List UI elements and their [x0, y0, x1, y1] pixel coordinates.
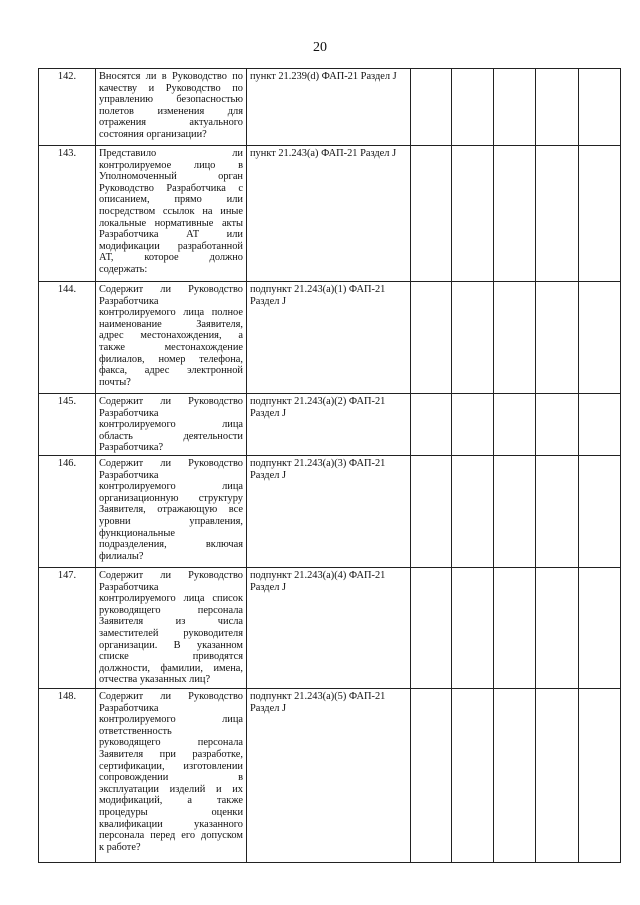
question-line: к работе? — [99, 841, 141, 853]
question-line: состояния организации? — [99, 128, 207, 140]
question-cell — [96, 282, 247, 394]
reference-cell: подпункт 21.243(а)(3) ФАП-21 Раздел J — [247, 456, 411, 568]
question-line: Разработчика АТ или — [99, 229, 243, 241]
answer-cell[interactable] — [494, 146, 536, 282]
question-line: руководящего персонала — [99, 737, 243, 749]
question-line: Содержит ли Руководство — [99, 458, 243, 469]
question-line: модификаций, а также — [99, 795, 243, 807]
question-line: наименование Заявителя, — [99, 318, 243, 330]
question-line: подразделения, включая — [99, 539, 243, 551]
answer-cell[interactable] — [411, 69, 452, 146]
question-line: списке приводятся — [99, 651, 243, 663]
question-line: филиалы? — [99, 550, 144, 562]
answer-cell[interactable] — [494, 568, 536, 689]
question-line: сопровождении в — [99, 772, 243, 784]
question-line: контролируемого лица — [99, 481, 243, 493]
answer-cell[interactable] — [536, 456, 579, 568]
question-line: контролируемого лица список — [99, 593, 243, 605]
question-line: качеству и Руководство по — [99, 82, 243, 94]
question-line: Заявителя при разработке, — [99, 748, 243, 760]
question-cell — [96, 689, 247, 863]
question-line: Содержит ли Руководство — [99, 570, 243, 581]
question-line: Уполномоченный орган — [99, 171, 243, 183]
question-line: ответственность — [99, 725, 172, 737]
reference-cell: подпункт 21.243(а)(5) ФАП-21 Раздел J — [247, 689, 411, 863]
answer-cell[interactable] — [494, 282, 536, 394]
question-line: контролируемого лица — [99, 714, 243, 726]
question-line: Содержит ли Руководство — [99, 284, 243, 295]
question-line: почты? — [99, 376, 131, 388]
reference-cell: пункт 21.239(d) ФАП-21 Раздел J — [247, 69, 411, 146]
question-line: Разработчика — [99, 407, 159, 419]
question-line: квалификации указанного — [99, 818, 243, 830]
answer-cell[interactable] — [579, 568, 621, 689]
answer-cell[interactable] — [579, 69, 621, 146]
answer-cell[interactable] — [579, 689, 621, 863]
answer-cell[interactable] — [536, 69, 579, 146]
answer-cell[interactable] — [536, 146, 579, 282]
answer-cell[interactable] — [411, 568, 452, 689]
question-line: организационную структуру — [99, 492, 243, 504]
answer-cell[interactable] — [494, 69, 536, 146]
answer-cell[interactable] — [452, 394, 494, 456]
answer-cell[interactable] — [536, 394, 579, 456]
answer-cell[interactable] — [536, 568, 579, 689]
question-line: сертификации, изготовлении — [99, 760, 243, 772]
question-line: уровни управления, — [99, 515, 243, 527]
answer-cell[interactable] — [494, 456, 536, 568]
question-line: Руководство Разработчика с — [99, 182, 243, 194]
question-line: адрес местонахождения, а — [99, 330, 243, 342]
checklist-rows — [39, 69, 621, 863]
question-cell — [96, 69, 247, 146]
table-row — [39, 689, 621, 863]
question-line: Вносятся ли в Руководство по — [99, 71, 243, 82]
question-line: модификации разработанной — [99, 240, 243, 252]
table-row — [39, 146, 621, 282]
question-line: посредством ссылок на иные — [99, 205, 243, 217]
question-line: факса, адрес электронной — [99, 365, 243, 377]
question-line: Заявителя из числа — [99, 616, 243, 628]
question-line: контролируемое лицо в — [99, 159, 243, 171]
page-number: 20 — [313, 40, 327, 55]
answer-cell[interactable] — [411, 282, 452, 394]
question-line: филиалов, номер телефона, — [99, 353, 243, 365]
reference-cell: подпункт 21.243(а)(2) ФАП-21 Раздел J — [247, 394, 411, 456]
question-line: отражения актуального — [99, 117, 243, 129]
answer-cell[interactable] — [452, 568, 494, 689]
answer-cell[interactable] — [452, 689, 494, 863]
answer-cell[interactable] — [411, 394, 452, 456]
question-line: Разработчика? — [99, 442, 164, 454]
question-line: управлению безопасностью — [99, 94, 243, 106]
row-number: 146. — [39, 456, 96, 568]
answer-cell[interactable] — [411, 689, 452, 863]
question-line: также местонахождение — [99, 341, 243, 353]
question-cell — [96, 456, 247, 568]
reference-cell: подпункт 21.243(а)(4) ФАП-21 Раздел J — [247, 568, 411, 689]
answer-cell[interactable] — [411, 146, 452, 282]
reference-cell: пункт 21.243(а) ФАП-21 Раздел J — [247, 146, 411, 282]
question-cell — [96, 394, 247, 456]
question-line: функциональные — [99, 527, 175, 539]
table-row — [39, 568, 621, 689]
answer-cell[interactable] — [579, 146, 621, 282]
row-number: 147. — [39, 568, 96, 689]
answer-cell[interactable] — [536, 282, 579, 394]
question-line: АТ, которое должно — [99, 252, 243, 264]
answer-cell[interactable] — [452, 69, 494, 146]
row-number: 145. — [39, 394, 96, 456]
answer-cell[interactable] — [452, 146, 494, 282]
question-line: персонала перед его допуском — [99, 830, 243, 842]
question-line: Разработчика — [99, 702, 159, 714]
question-line: Содержит ли Руководство — [99, 691, 243, 702]
question-line: должности, фамилии, имена, — [99, 662, 243, 674]
question-line: Разработчика — [99, 469, 159, 481]
question-line: Разработчика — [99, 581, 159, 593]
question-line: организации. В указанном — [99, 639, 243, 651]
question-line: Представило ли — [99, 148, 243, 159]
answer-cell[interactable] — [452, 456, 494, 568]
question-line: Разработчика — [99, 295, 159, 307]
question-cell — [96, 146, 247, 282]
question-line: контролируемого лица полное — [99, 307, 243, 319]
row-number: 142. — [39, 69, 96, 146]
question-line: эксплуатации изделий и их — [99, 783, 243, 795]
checklist-table — [38, 68, 621, 863]
answer-cell[interactable] — [494, 394, 536, 456]
question-line: Содержит ли Руководство — [99, 396, 243, 407]
answer-cell[interactable] — [579, 282, 621, 394]
answer-cell[interactable] — [536, 689, 579, 863]
question-line: процедуры оценки — [99, 806, 243, 818]
answer-cell[interactable] — [579, 456, 621, 568]
answer-cell[interactable] — [452, 282, 494, 394]
question-line: область деятельности — [99, 430, 243, 442]
question-line: описанием, прямо или — [99, 194, 243, 206]
table-row — [39, 394, 621, 456]
question-line: полетов изменения для — [99, 105, 243, 117]
question-line: локальные нормативные акты — [99, 217, 243, 229]
row-number: 143. — [39, 146, 96, 282]
answer-cell[interactable] — [411, 456, 452, 568]
answer-cell[interactable] — [579, 394, 621, 456]
question-line: Заявителя, отражающую все — [99, 504, 243, 516]
question-cell — [96, 568, 247, 689]
table-row — [39, 456, 621, 568]
question-line: отчества указанных лиц? — [99, 674, 211, 686]
table-row — [39, 282, 621, 394]
reference-cell: подпункт 21.243(а)(1) ФАП-21 Раздел J — [247, 282, 411, 394]
question-line: контролируемого лица — [99, 419, 243, 431]
row-number: 148. — [39, 689, 96, 863]
question-line: заместителей руководителя — [99, 627, 243, 639]
question-line: содержать: — [99, 263, 148, 275]
question-line: руководящего персонала — [99, 604, 243, 616]
table-row — [39, 69, 621, 146]
row-number: 144. — [39, 282, 96, 394]
answer-cell[interactable] — [494, 689, 536, 863]
